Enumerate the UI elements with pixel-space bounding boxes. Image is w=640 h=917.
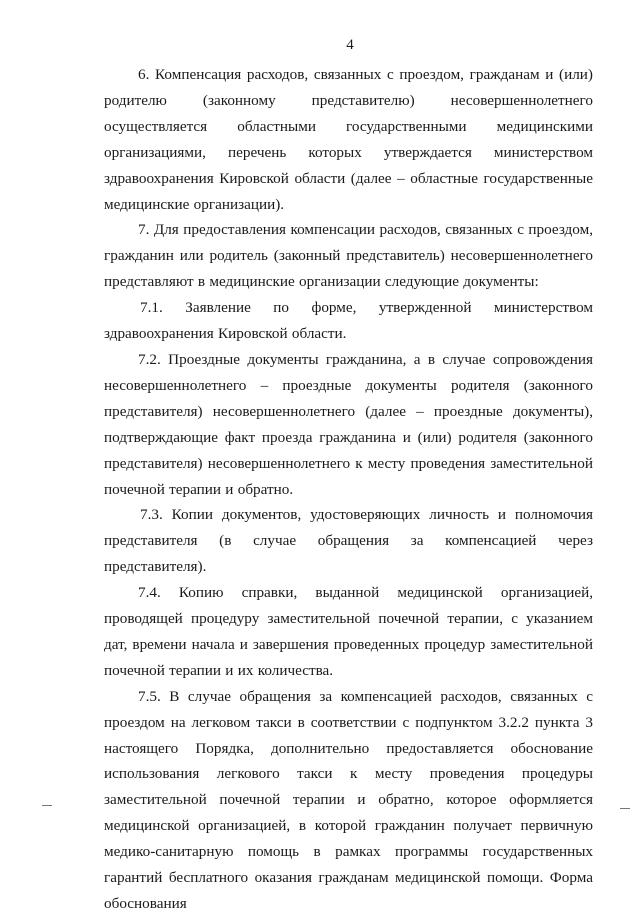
paragraph-7-4: 7.4. Копию справки, выданной медицинской организацией, проводящей процедуру заместительной почечной терапии, с указанием дат, времени начала и завершения проведенных процедур заместительной почечной терапии и их количества.	[104, 584, 593, 679]
paragraph-6: 6. Компенсация расходов, связанных с проездом, гражданам и (или) родителю (законному представителю) несовершеннолетнего осуществляется областными государственными медицинскими организациями, перечень которых утверждается министерством здравоохранения Кировской области (далее – областные государственные медицинские организации).	[104, 66, 593, 213]
paragraph-7-2: 7.2. Проездные документы гражданина, а в случае сопровождения несовершеннолетнего – проездные документы родителя (законного представителя) несовершеннолетнего (далее – проездные документы), подтверждающие факт проезда гражданина и (или) родителя (законного представителя) несовершеннолетнего к месту проведения заместительной почечной терапии и обратно.	[104, 350, 593, 498]
document-body	[104, 62, 593, 917]
paragraph-7-5: 7.5. В случае обращения за компенсацией расходов, связанных с проездом на легковом такси в соответствии с подпунктом 3.2.2 пункта 3 настоящего Порядка, дополнительно предоставляется обоснование использования легкового такси к месту проведения процедуры заместительной почечной терапии и обратно, которое оформляется медицинской организацией, в которой гражданин получает первичную медико-санитарную помощь в рамках программы государственных гарантий бесплатного оказания гражданам медицинской помощи. Форма обоснования	[104, 687, 593, 912]
paragraph-7-3: 7.3. Копии документов, удостоверяющих личность и полномочия представителя (в случае обращения за компенсацией через представителя).	[104, 506, 593, 576]
page-number: 4	[346, 37, 354, 53]
paragraph-7: 7. Для предоставления компенсации расходов, связанных с проездом, гражданин или родитель (законный представитель) несовершеннолетнего представляют в медицинские организации следующие документы:	[104, 221, 593, 291]
paragraph-7-1: 7.1. Заявление по форме, утвержденной министерством здравоохранения Кировской области.	[104, 299, 593, 343]
scan-artifact-mark	[620, 808, 630, 809]
scan-artifact-mark	[42, 805, 52, 806]
